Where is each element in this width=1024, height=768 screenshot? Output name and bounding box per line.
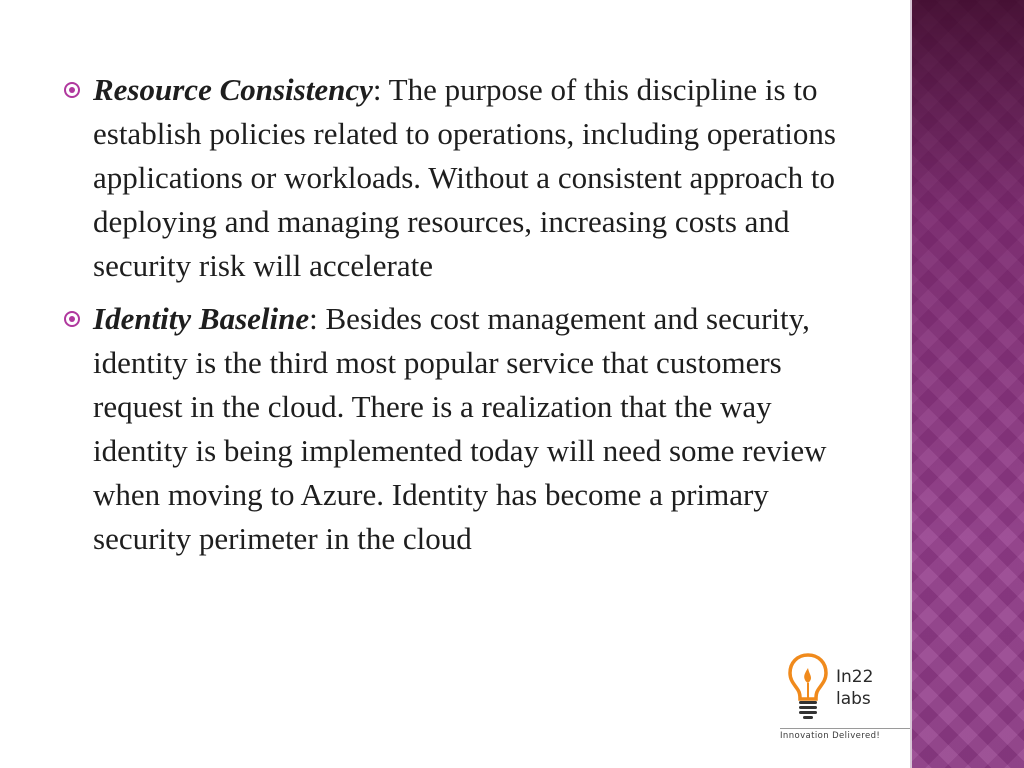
- bullet-identity-baseline: [58, 297, 848, 561]
- bullet-resource-consistency: [58, 68, 848, 288]
- bullet-term: Resource Consistency: [93, 72, 373, 107]
- bullet-text: : Besides cost management and security, identity is the third most popular service that customers request in the cloud. There is a realization that the way identity is being implemented today will need some review when moving to Azure. Identity has become a primary security perimeter in the cloud: [93, 301, 827, 556]
- circled-dot-bullet-icon: [64, 82, 80, 98]
- logo-divider: [780, 728, 910, 729]
- logo-name: [836, 666, 873, 710]
- bullet-text: : The purpose of this discipline is to establish policies related to operations, including operations applications or workloads. Without a consistent approach to deploying and managing resources, increasing costs and security risk will accelerate: [93, 72, 836, 283]
- logo-name-line2: labs: [836, 689, 871, 709]
- logo-name-line1: In22: [836, 667, 874, 687]
- slide-body: [58, 68, 848, 570]
- circled-dot-bullet-icon: [64, 311, 80, 327]
- in22labs-logo: [780, 652, 912, 748]
- logo-tagline: Innovation Delivered!: [780, 731, 881, 741]
- bullet-term: Identity Baseline: [93, 301, 310, 336]
- decorative-side-bar: [912, 0, 1024, 768]
- lightbulb-icon: [786, 652, 830, 722]
